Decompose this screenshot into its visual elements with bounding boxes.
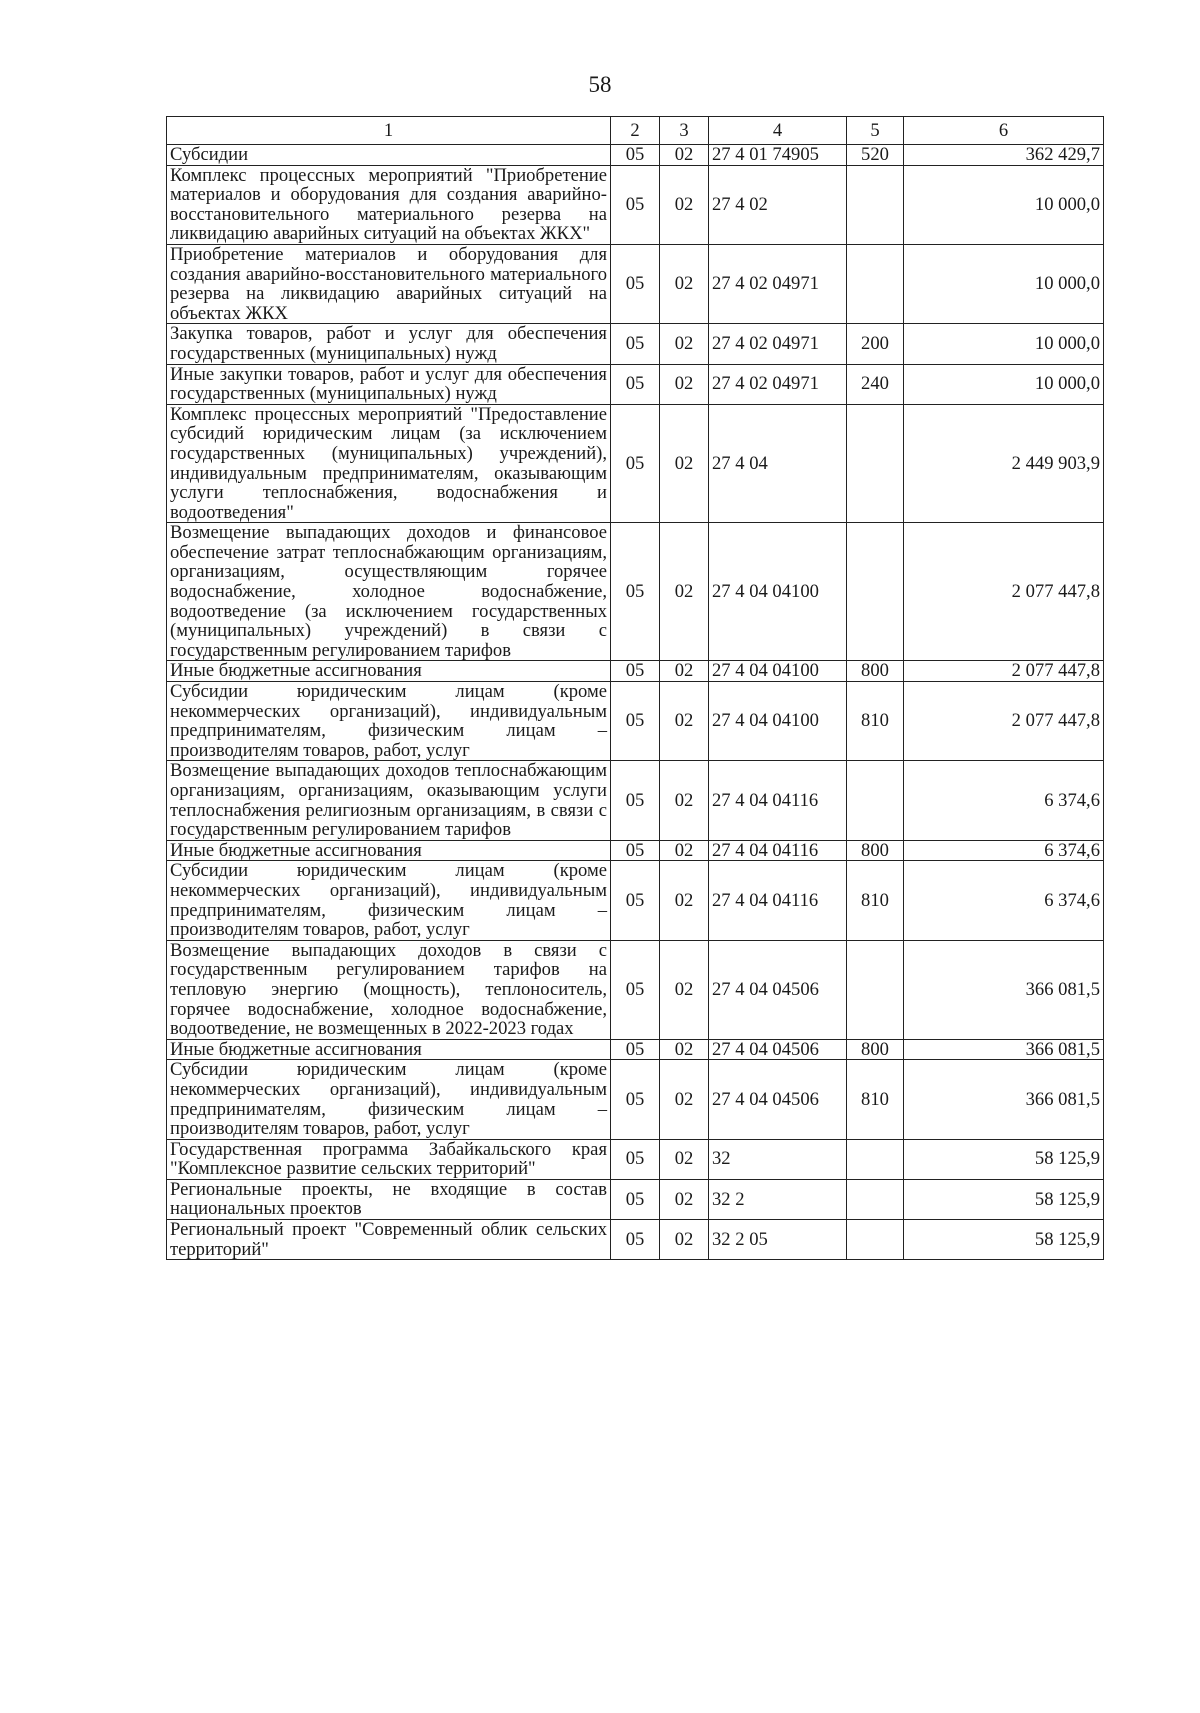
row-section-cell: 05 xyxy=(611,364,660,404)
row-target-article-cell: 27 4 02 xyxy=(709,165,847,244)
table-header xyxy=(167,117,1104,145)
row-section-cell: 05 xyxy=(611,1039,660,1060)
budget-table xyxy=(166,116,1104,1260)
row-expense-type-cell xyxy=(847,1139,904,1179)
row-section-cell: 05 xyxy=(611,940,660,1039)
row-section-cell: 05 xyxy=(611,661,660,682)
row-target-article-cell: 27 4 02 04971 xyxy=(709,244,847,323)
row-name-cell: Иные бюджетные ассигнования xyxy=(167,661,611,682)
row-expense-type-cell: 520 xyxy=(847,145,904,166)
row-subsection-cell: 02 xyxy=(660,661,709,682)
row-subsection-cell: 02 xyxy=(660,682,709,761)
row-target-article-cell: 32 2 xyxy=(709,1179,847,1219)
row-name-cell: Региональный проект "Современный облик сельских территорий" xyxy=(167,1220,611,1260)
row-name-cell: Возмещение выпадающих доходов в связи с государственным регулированием тарифов на тепловую энергию (мощность), теплоноситель, горячее водоснабжение, холодное водоснабжение, водоотведение, не возмещенных в 2022-2023 годах xyxy=(167,940,611,1039)
row-name-cell: Региональные проекты, не входящие в состав национальных проектов xyxy=(167,1179,611,1219)
row-section-cell: 05 xyxy=(611,324,660,364)
row-expense-type-cell xyxy=(847,1179,904,1219)
row-target-article-cell: 27 4 04 04116 xyxy=(709,861,847,940)
row-section-cell: 05 xyxy=(611,145,660,166)
row-target-article-cell: 27 4 04 xyxy=(709,404,847,523)
row-expense-type-cell xyxy=(847,165,904,244)
row-amount-cell: 6 374,6 xyxy=(904,861,1104,940)
row-name-cell: Возмещение выпадающих доходов и финансовое обеспечение затрат теплоснабжающим организациям, организациям, осуществляющим горячее водоснабжение, холодное водоснабжение, водоотведение (за исключением государственных (муниципальных) учреждений) в связи с государственным регулированием тарифов xyxy=(167,523,611,661)
row-subsection-cell: 02 xyxy=(660,324,709,364)
row-expense-type-cell xyxy=(847,244,904,323)
row-name-cell: Комплекс процессных мероприятий "Предоставление субсидий юридическим лицам (за исключением государственных (муниципальных) учреждений), индивидуальным предпринимателям, оказывающим услуги теплоснабжения, водоснабжения и водоотведения" xyxy=(167,404,611,523)
row-name-cell: Комплекс процессных мероприятий "Приобретение материалов и оборудования для создания аварийно-восстановительного материального резерва на ликвидацию аварийных ситуаций на объектах ЖКХ" xyxy=(167,165,611,244)
row-expense-type-cell: 800 xyxy=(847,1039,904,1060)
row-expense-type-cell: 810 xyxy=(847,1060,904,1139)
row-name-cell: Государственная программа Забайкальского края "Комплексное развитие сельских территорий" xyxy=(167,1139,611,1179)
table-body xyxy=(167,145,1104,1260)
row-subsection-cell: 02 xyxy=(660,1060,709,1139)
row-subsection-cell: 02 xyxy=(660,404,709,523)
header-col-1: 1 xyxy=(167,117,611,145)
row-subsection-cell: 02 xyxy=(660,1220,709,1260)
row-amount-cell: 58 125,9 xyxy=(904,1139,1104,1179)
table-row xyxy=(167,244,1104,323)
row-subsection-cell: 02 xyxy=(660,861,709,940)
row-section-cell: 05 xyxy=(611,404,660,523)
row-subsection-cell: 02 xyxy=(660,840,709,861)
row-amount-cell: 366 081,5 xyxy=(904,1039,1104,1060)
row-expense-type-cell: 240 xyxy=(847,364,904,404)
row-section-cell: 05 xyxy=(611,1139,660,1179)
row-section-cell: 05 xyxy=(611,244,660,323)
row-target-article-cell: 27 4 04 04100 xyxy=(709,523,847,661)
row-target-article-cell: 32 xyxy=(709,1139,847,1179)
row-name-cell: Закупка товаров, работ и услуг для обеспечения государственных (муниципальных) нужд xyxy=(167,324,611,364)
table-row xyxy=(167,404,1104,523)
row-target-article-cell: 27 4 04 04100 xyxy=(709,661,847,682)
header-row xyxy=(167,117,1104,145)
row-subsection-cell: 02 xyxy=(660,1039,709,1060)
row-amount-cell: 58 125,9 xyxy=(904,1220,1104,1260)
header-col-2: 2 xyxy=(611,117,660,145)
row-amount-cell: 2 077 447,8 xyxy=(904,523,1104,661)
row-name-cell: Субсидии юридическим лицам (кроме некоммерческих организаций), индивидуальным предпринимателям, физическим лицам – производителям товаров, работ, услуг xyxy=(167,861,611,940)
table-row xyxy=(167,523,1104,661)
table-row xyxy=(167,364,1104,404)
row-expense-type-cell: 200 xyxy=(847,324,904,364)
header-col-3: 3 xyxy=(660,117,709,145)
row-target-article-cell: 27 4 04 04506 xyxy=(709,940,847,1039)
row-target-article-cell: 27 4 02 04971 xyxy=(709,324,847,364)
table-row xyxy=(167,145,1104,166)
row-target-article-cell: 27 4 04 04506 xyxy=(709,1060,847,1139)
row-section-cell: 05 xyxy=(611,761,660,840)
table-row xyxy=(167,1039,1104,1060)
row-target-article-cell: 32 2 05 xyxy=(709,1220,847,1260)
row-amount-cell: 366 081,5 xyxy=(904,940,1104,1039)
row-name-cell: Иные бюджетные ассигнования xyxy=(167,840,611,861)
row-expense-type-cell xyxy=(847,1220,904,1260)
row-section-cell: 05 xyxy=(611,1220,660,1260)
table-row xyxy=(167,661,1104,682)
table-row xyxy=(167,165,1104,244)
row-target-article-cell: 27 4 04 04100 xyxy=(709,682,847,761)
row-section-cell: 05 xyxy=(611,861,660,940)
table-row xyxy=(167,840,1104,861)
row-expense-type-cell: 810 xyxy=(847,682,904,761)
row-section-cell: 05 xyxy=(611,682,660,761)
row-name-cell: Возмещение выпадающих доходов теплоснабжающим организациям, организациям, оказывающим услуги теплоснабжения религиозным организациям, в связи с государственным регулированием тарифов xyxy=(167,761,611,840)
row-amount-cell: 58 125,9 xyxy=(904,1179,1104,1219)
table-row xyxy=(167,1179,1104,1219)
row-subsection-cell: 02 xyxy=(660,523,709,661)
header-col-4: 4 xyxy=(709,117,847,145)
table-row xyxy=(167,761,1104,840)
row-target-article-cell: 27 4 02 04971 xyxy=(709,364,847,404)
row-subsection-cell: 02 xyxy=(660,244,709,323)
row-name-cell: Субсидии юридическим лицам (кроме некоммерческих организаций), индивидуальным предпринимателям, физическим лицам – производителям товаров, работ, услуг xyxy=(167,682,611,761)
row-expense-type-cell xyxy=(847,761,904,840)
table-row xyxy=(167,861,1104,940)
row-amount-cell: 10 000,0 xyxy=(904,165,1104,244)
row-name-cell: Приобретение материалов и оборудования для создания аварийно-восстановительного материального резерва на ликвидацию аварийных ситуаций на объектах ЖКХ xyxy=(167,244,611,323)
header-col-6: 6 xyxy=(904,117,1104,145)
row-amount-cell: 2 077 447,8 xyxy=(904,682,1104,761)
row-amount-cell: 2 077 447,8 xyxy=(904,661,1104,682)
row-amount-cell: 10 000,0 xyxy=(904,364,1104,404)
row-section-cell: 05 xyxy=(611,165,660,244)
row-subsection-cell: 02 xyxy=(660,145,709,166)
row-subsection-cell: 02 xyxy=(660,1179,709,1219)
row-target-article-cell: 27 4 04 04116 xyxy=(709,840,847,861)
table-row xyxy=(167,940,1104,1039)
row-target-article-cell: 27 4 04 04116 xyxy=(709,761,847,840)
row-amount-cell: 362 429,7 xyxy=(904,145,1104,166)
row-name-cell: Иные бюджетные ассигнования xyxy=(167,1039,611,1060)
row-amount-cell: 2 449 903,9 xyxy=(904,404,1104,523)
row-expense-type-cell: 800 xyxy=(847,840,904,861)
row-name-cell: Иные закупки товаров, работ и услуг для обеспечения государственных (муниципальных) нужд xyxy=(167,364,611,404)
row-subsection-cell: 02 xyxy=(660,761,709,840)
row-subsection-cell: 02 xyxy=(660,940,709,1039)
row-target-article-cell: 27 4 04 04506 xyxy=(709,1039,847,1060)
page-number: 58 xyxy=(588,72,612,97)
row-amount-cell: 10 000,0 xyxy=(904,324,1104,364)
row-amount-cell: 366 081,5 xyxy=(904,1060,1104,1139)
row-section-cell: 05 xyxy=(611,840,660,861)
row-name-cell: Субсидии xyxy=(167,145,611,166)
row-subsection-cell: 02 xyxy=(660,165,709,244)
row-section-cell: 05 xyxy=(611,1179,660,1219)
row-subsection-cell: 02 xyxy=(660,364,709,404)
row-expense-type-cell xyxy=(847,940,904,1039)
row-expense-type-cell: 800 xyxy=(847,661,904,682)
row-amount-cell: 10 000,0 xyxy=(904,244,1104,323)
row-name-cell: Субсидии юридическим лицам (кроме некоммерческих организаций), индивидуальным предпринимателям, физическим лицам – производителям товаров, работ, услуг xyxy=(167,1060,611,1139)
table-row xyxy=(167,324,1104,364)
row-amount-cell: 6 374,6 xyxy=(904,840,1104,861)
row-expense-type-cell xyxy=(847,404,904,523)
table-row xyxy=(167,1220,1104,1260)
row-amount-cell: 6 374,6 xyxy=(904,761,1104,840)
row-expense-type-cell: 810 xyxy=(847,861,904,940)
row-section-cell: 05 xyxy=(611,523,660,661)
row-target-article-cell: 27 4 01 74905 xyxy=(709,145,847,166)
table-row xyxy=(167,1139,1104,1179)
table-row xyxy=(167,682,1104,761)
header-col-5: 5 xyxy=(847,117,904,145)
row-subsection-cell: 02 xyxy=(660,1139,709,1179)
row-section-cell: 05 xyxy=(611,1060,660,1139)
row-expense-type-cell xyxy=(847,523,904,661)
table-row xyxy=(167,1060,1104,1139)
